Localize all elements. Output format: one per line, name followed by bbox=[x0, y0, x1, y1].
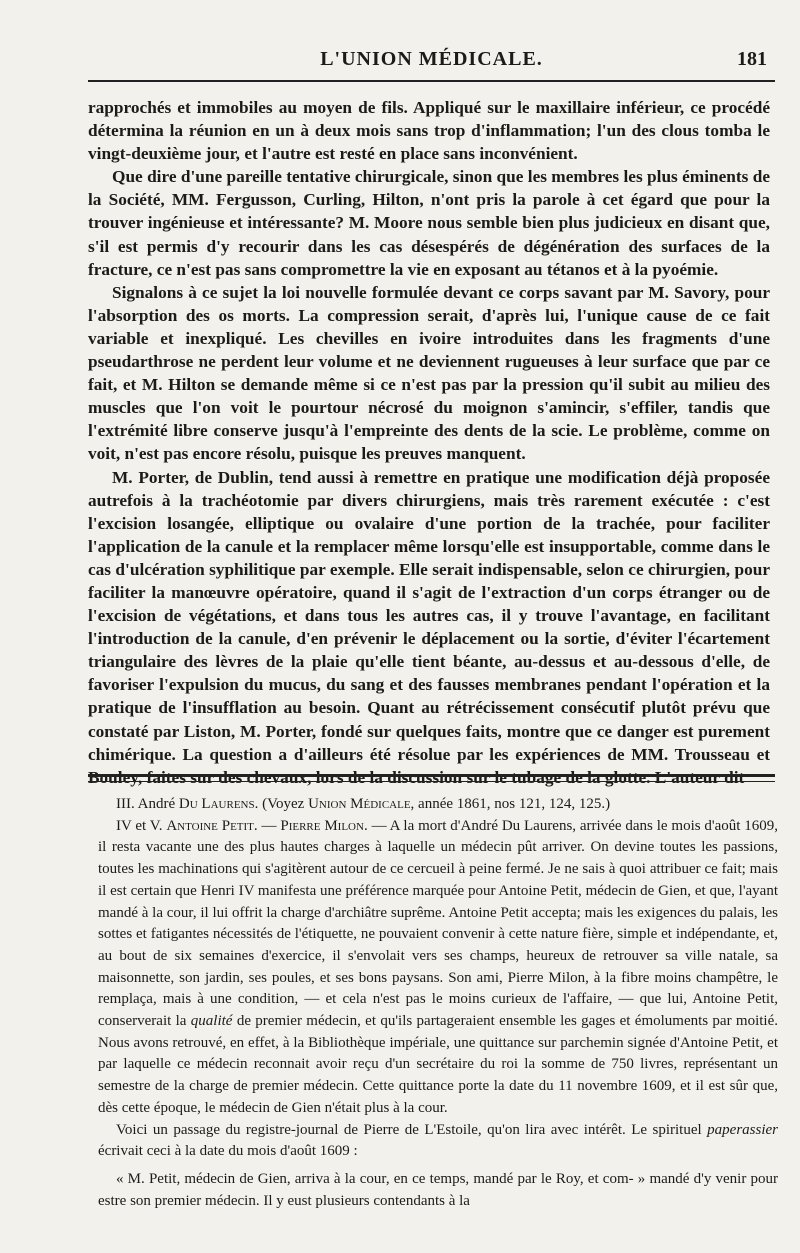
header-rule bbox=[88, 80, 775, 82]
footnote-quote: « M. Petit, médecin de Gien, arriva à la cour, en ce temps, mandé par le Roy, et com- » mandé d'y venir pour estre son premier médecin. Il y eust plusieurs contendants à la bbox=[98, 1170, 778, 1209]
footnote-italic: qualité bbox=[190, 1013, 233, 1030]
footnote-person-name: Pierre Milon. bbox=[280, 817, 368, 834]
running-title: L'UNION MÉDICALE. bbox=[320, 48, 543, 70]
paragraph: Que dire d'une pareille tentative chirurgicale, sinon que les membres les plus éminents de la Société, MM. Fergusson, Curling, Hilton, n'ont pris la parole à cet égard que pour la trouver ingénieuse et intéressante? M. Moore nous semble bien plus judicieux en disant que, s'il est permis d'y recourir dans les cas désespérés de dégénération des surfaces de la fracture, ce n'est pas sans compromettre la vie en exposant au tétanos et à la pyoémie. bbox=[88, 167, 770, 279]
footnote-person-name: Antoine Petit. bbox=[166, 817, 258, 834]
footnote-label: III. André bbox=[116, 796, 176, 812]
paragraph: M. Porter, de Dublin, tend aussi à remettre en pratique une modification déjà proposée autrefois à la trachéotomie par divers chirurgiens, mais très rarement exécutée : c'est l'excision losangée, elliptique ou ovalaire d'une portion de la trachée, pour faciliter l'application de la canule et la remplacer même lorsqu'elle est insupportable, comme dans le cas d'ulcération syphilitique par exemple. Elle serait indispensable, selon ce chirurgien, pour faciliter la manœuvre opératoire, quand il s'agit de l'extraction d'un corps étranger ou de l'excision de végétations, et dans tous les autres cas, il y trouve l'avantage, en facilitant l'introduction de la canule, d'en prévenir le déplacement ou la sortie, d'éviter l'écartement triangulaire des lèvres de la plaie qu'elle tient béante, au-dessus et au-dessous d'elle, de favoriser l'expulsion du mucus, du sang et des fausses membranes pendant l'opération et la pratique de l'insufflation au besoin. Quant au rétrécissement consécutif plutôt prévu que constaté par Liston, M. Porter, fondé sur quelques faits, montre que ce danger est purement chimérique. La question a d'ailleurs été résolue par les expériences de MM. Trousseau et Bouley, faites sur des chevaux, lors de la discussion sur le tubage de la glotte. L'auteur dit bbox=[88, 467, 770, 787]
footnote-4-5 bbox=[98, 816, 778, 1120]
footnote-3 bbox=[98, 794, 778, 816]
footnote-ref-prefix: (Voyez bbox=[262, 796, 305, 812]
footnote-label: IV et V. bbox=[116, 817, 163, 834]
footnote-person-name: Du Laurens. bbox=[178, 796, 259, 812]
footnote-text: écrivait ceci à la date du mois d'août 1609 : bbox=[98, 1143, 358, 1160]
main-text bbox=[88, 96, 770, 789]
footnote-journal: Union Médicale, bbox=[308, 796, 415, 812]
paragraph: rapprochés et immobiles au moyen de fils. Appliqué sur le maxillaire inférieur, ce procédé détermina la réunion en un à deux mois sans trop d'inflammation; l'un des clous tomba le vingt-deuxième jour, et l'autre est resté en place sans inconvénient. bbox=[88, 98, 770, 164]
footnote-text: Voici un passage du registre-journal de Pierre de L'Estoile, qu'on lira avec intérêt. Le spirituel bbox=[116, 1121, 702, 1138]
running-head bbox=[88, 48, 775, 78]
footnote-text: de premier médecin, et qu'ils partageraient ensemble les gages et émoluments par moitié. Nous avons retrouvé, en effet, à la Bibliothèque impériale, une quittance sur parchemin signée d'Antoine Petit, et par laquelle ce médecin reconnait avoir reçu d'un secrétaire du roi la somme de 750 livres, représentant un semestre de la charge de premier médecin. Cette quittance porte la date du 11 novembre 1609, et il est sûr que, dès cette époque, le médecin de Gien n'était plus à la cour. bbox=[98, 1013, 779, 1116]
footnotes bbox=[98, 794, 778, 1212]
footnote-text: — A la mort d'André Du Laurens, arrivée dans le mois d'août 1609, il resta vacante une des plus hautes charges à laquelle un médecin pût arriver. On devine toutes les passions, toutes les machinations qui s'agitèrent autour de ce cercueil à peine fermé. Je ne sais à quoi attribuer ce fait; mais il est certain que Henri IV manifesta une préférence marquée pour Antoine Petit, médecin de Gien, et que, l'ayant mandé à la cour, il lui offrit la charge d'archiâtre suprême. Antoine Petit accepta; mais les exigences du palais, les sottes et fatigantes nécessités de l'étiquette, ne pouvaient convenir à cette nature fière, simple et indépendante, et, au bout de six semaines d'exercice, il s'envolait vers ses champs, heureux de retrouver sa ville natale, sa maisonnette, son jardin, ses poules, et ses bons paysans. Son ami, Pierre Milon, à la fibre moins champêtre, le remplaça, mais à une condition, — et cela n'est pas le moins curieux de l'affaire, — que lui, Antoine Petit, conserverait la bbox=[98, 817, 779, 1030]
footnote-voici bbox=[98, 1120, 778, 1163]
footnote-ref-suffix: année 1861, nos 121, 124, 125.) bbox=[418, 796, 611, 812]
footnote-dash: — bbox=[261, 817, 277, 834]
footnote-italic: paperassier bbox=[707, 1121, 778, 1138]
paragraph: Signalons à ce sujet la loi nouvelle formulée devant ce corps savant par M. Savory, pour l'absorption des os morts. La compression serait, d'après lui, l'unique cause de ce fait variable et inexpliqué. Les chevilles en ivoire introduites dans les fragments d'une pseudarthrose ne perdent leur volume et ne deviennent rugueuses à leur surface que par ce fait, et M. Hilton se demande même si ce n'est pas par la pression qu'il subit au milieu des muscles que l'on voit le pourtour nécrosé du moignon s'amincir, s'effiler, tandis que l'extrémité libre conserve jusqu'à l'empreinte des dents de la scie. Le problème, comme on voit, n'est pas encore résolu, puisque les preuves manquent. bbox=[88, 282, 770, 464]
footnote-rule bbox=[88, 774, 775, 782]
page-number: 181 bbox=[737, 48, 767, 70]
